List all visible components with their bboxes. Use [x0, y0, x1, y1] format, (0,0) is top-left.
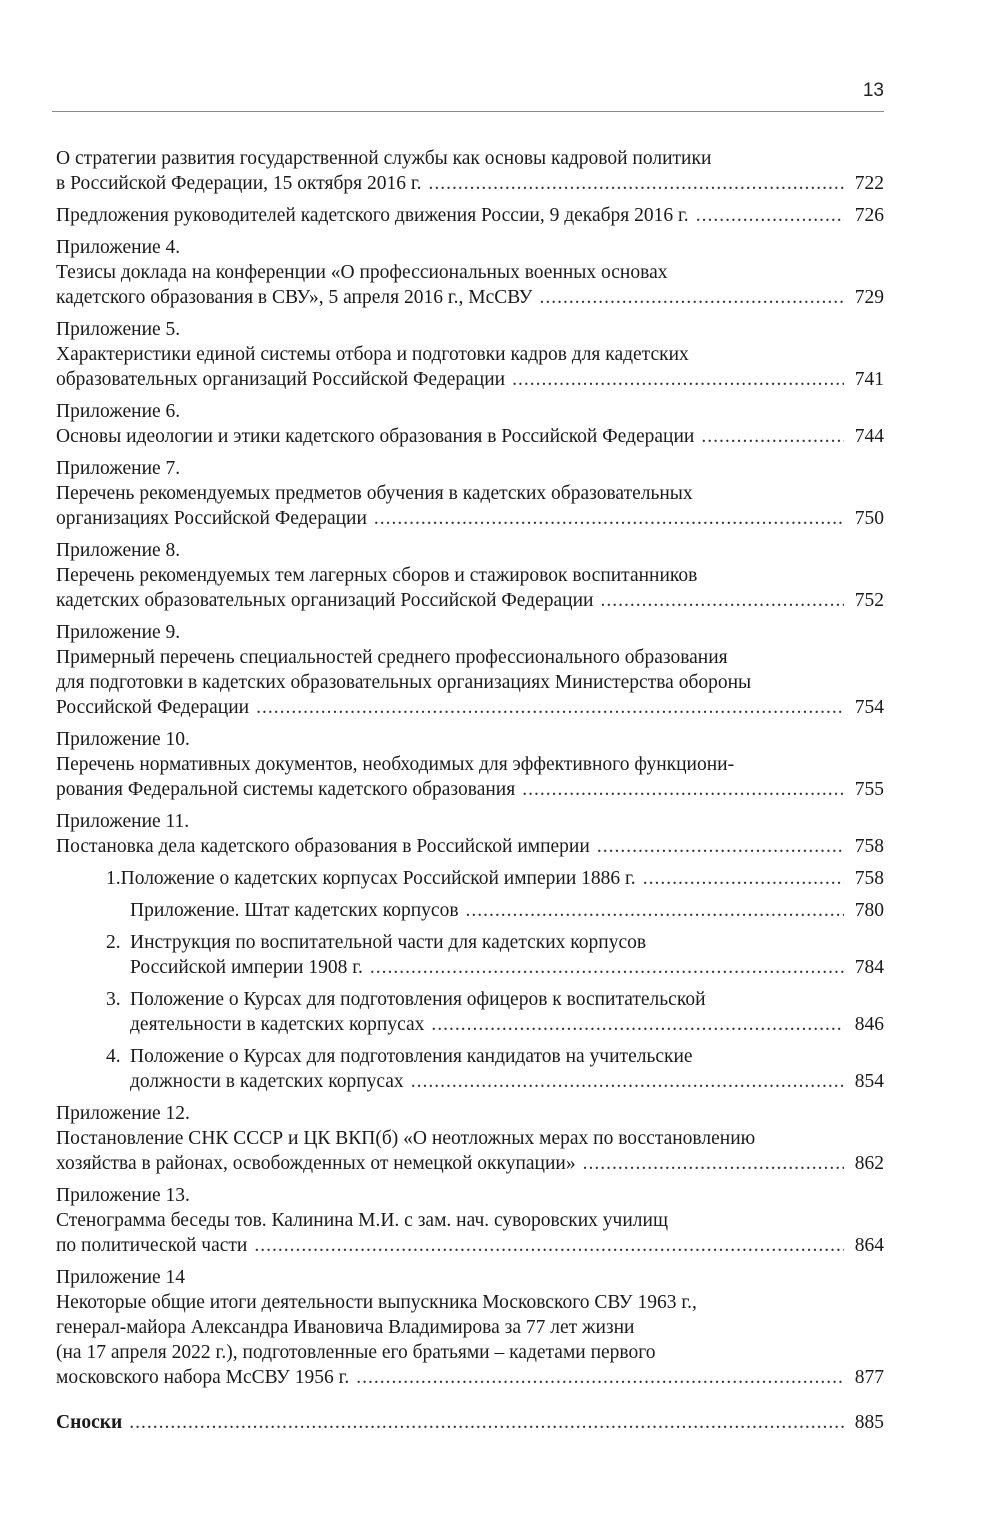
toc-entry-text: для подготовки в кадетских образовательных организациях Министерства обороны [56, 672, 752, 693]
toc-entry-text: Перечень рекомендуемых предметов обучения в кадетских образовательных [56, 483, 693, 504]
toc-entry-last-line [56, 506, 884, 531]
toc-entry[interactable] [56, 146, 884, 196]
toc-entry-text: Приложение 9. [56, 622, 181, 643]
toc-entry-text: Положение о кадетских корпусах Российской империи 1886 г. [120, 868, 636, 889]
toc-entry-page: 755 [854, 779, 884, 800]
dot-leader [254, 1233, 844, 1258]
toc-entry-text: Российской империи 1908 г. [130, 957, 363, 978]
toc-entry-text: Перечень рекомендуемых тем лагерных сборов и стажировок воспитанников [56, 565, 698, 586]
dot-leader [597, 834, 844, 859]
toc-entry-number: 4. [106, 1046, 121, 1067]
dot-leader [643, 866, 844, 891]
toc-entry-text: Приложение 4. [56, 237, 181, 258]
toc-subentry[interactable] [106, 930, 884, 980]
toc-entry-text: Приложение 5. [56, 319, 181, 340]
toc-entry-last-line [56, 777, 884, 802]
toc-entry-line [106, 930, 884, 955]
toc-entry-line [106, 1044, 884, 1069]
dot-leader [540, 285, 845, 310]
toc-entry-last-line [130, 1069, 884, 1094]
toc-entry-text: Основы идеологии и этики кадетского образования в Российской Федерации [56, 426, 695, 447]
toc-entry-text: организациях Российской Федерации [56, 508, 367, 529]
toc-entry-text: Приложение 7. [56, 458, 181, 479]
footnotes-page: 885 [854, 1412, 884, 1433]
toc-entry-last-line [56, 1233, 884, 1258]
toc-entry-line [56, 456, 884, 481]
dot-leader [522, 777, 844, 802]
toc-entry-line [56, 1101, 884, 1126]
toc-entry-text: деятельности в кадетских корпусах [130, 1014, 425, 1035]
dot-leader [411, 1069, 844, 1094]
toc-entry-text: кадетского образования в СВУ», 5 апреля 2016 г., МсСВУ [56, 287, 533, 308]
table-of-contents [56, 146, 884, 1442]
toc-entry-text: Инструкция по воспитательной части для кадетских корпусов [130, 932, 647, 953]
toc-subentry[interactable] [106, 866, 884, 891]
toc-group-appendices [56, 1101, 884, 1390]
toc-entry-line [56, 727, 884, 752]
toc-entry-line [56, 399, 884, 424]
page-number: 13 [862, 80, 884, 101]
toc-entry-last-line [106, 866, 884, 891]
toc-entry-line [56, 563, 884, 588]
dot-leader [583, 1151, 844, 1176]
toc-entry-last-line [56, 424, 884, 449]
dot-leader [374, 506, 844, 531]
toc-entry-text: по политической части [56, 1235, 248, 1256]
toc-entry-line [56, 809, 884, 834]
toc-entry[interactable] [56, 1183, 884, 1258]
toc-entry-last-line [56, 203, 884, 228]
toc-entry-text: должности в кадетских корпусах [130, 1071, 404, 1092]
toc-entry-text: Приложение 14 [56, 1267, 186, 1288]
toc-entry-line [56, 260, 884, 285]
toc-group-main [56, 146, 884, 859]
toc-entry-text: рования Федеральной системы кадетского образования [56, 779, 516, 800]
toc-entry-page: 780 [854, 900, 884, 921]
dot-leader [431, 1012, 844, 1037]
toc-entry-line [56, 670, 884, 695]
toc-entry-text: Приложение 11. [56, 811, 190, 832]
toc-entry-last-line [56, 695, 884, 720]
toc-subentry[interactable] [106, 1044, 884, 1094]
toc-entry-line [56, 342, 884, 367]
toc-entry-text: Тезисы доклада на конференции «О профессиональных военных основах [56, 262, 668, 283]
toc-entry-line [56, 1208, 884, 1233]
toc-entry[interactable] [56, 538, 884, 613]
toc-entry-text: Приложение 12. [56, 1103, 190, 1124]
toc-entry-page: 784 [854, 957, 884, 978]
toc-entry-text: Положение о Курсах для подготовления кандидатов на учительские [130, 1046, 693, 1067]
toc-entry-line [56, 481, 884, 506]
toc-entry-line [56, 1315, 884, 1340]
toc-entry-number: 1. [106, 868, 121, 889]
toc-entry-last-line [56, 285, 884, 310]
toc-entry-text: Приложение. Штат кадетских корпусов [130, 900, 459, 921]
header-rule [52, 111, 884, 112]
toc-entry-text: Положение о Курсах для подготовления офицеров к воспитательской [130, 989, 706, 1010]
toc-entry-line [56, 146, 884, 171]
toc-entry-page: 752 [854, 590, 884, 611]
toc-entry[interactable] [56, 1265, 884, 1390]
toc-entry-line [56, 1340, 884, 1365]
toc-entry-last-line [56, 171, 884, 196]
toc-entry-footnotes[interactable] [56, 1410, 884, 1435]
toc-entry[interactable] [56, 727, 884, 802]
toc-entry[interactable] [56, 203, 884, 228]
dot-leader [512, 367, 844, 392]
footnotes-title: Сноски [56, 1412, 123, 1433]
dot-leader [701, 424, 844, 449]
toc-entry[interactable] [56, 317, 884, 392]
toc-entry-last-line [130, 955, 884, 980]
toc-entry[interactable] [56, 456, 884, 531]
toc-entry[interactable] [56, 399, 884, 449]
toc-entry-text: Российской Федерации [56, 697, 250, 718]
toc-entry-page: 864 [854, 1235, 884, 1256]
toc-entry[interactable] [56, 235, 884, 310]
dot-leader [600, 588, 844, 613]
toc-entry-line [56, 620, 884, 645]
toc-entry-text: в Российской Федерации, 15 октября 2016 г. [56, 173, 422, 194]
toc-entry-line [56, 235, 884, 260]
toc-entry-text: Приложение 10. [56, 729, 190, 750]
toc-entry-last-line [56, 367, 884, 392]
toc-entry[interactable] [56, 809, 884, 859]
toc-subentry[interactable] [106, 987, 884, 1037]
toc-entry-text: Постановка дела кадетского образования в Российской империи [56, 836, 590, 857]
toc-entry-last-line [56, 1151, 884, 1176]
toc-entry-page: 754 [854, 697, 884, 718]
toc-entry-line [56, 1126, 884, 1151]
toc-entry-line [106, 987, 884, 1012]
toc-entry-text: Примерный перечень специальностей среднего профессионального образования [56, 647, 728, 668]
toc-entry-page: 741 [854, 369, 884, 390]
toc-entry-page: 729 [854, 287, 884, 308]
toc-entry-text: Некоторые общие итоги деятельности выпускника Московского СВУ 1963 г., [56, 1292, 697, 1313]
toc-entry-text: Приложение 6. [56, 401, 181, 422]
toc-entry-last-line [56, 588, 884, 613]
toc-entry-text: Постановление СНК СССР и ЦК ВКП(б) «О неотложных мерах по восстановлению [56, 1128, 756, 1149]
toc-entry-line [56, 1290, 884, 1315]
toc-entry-page: 758 [854, 836, 884, 857]
toc-entry-line [56, 1265, 884, 1290]
dot-leader [129, 1410, 844, 1435]
dot-leader [256, 695, 844, 720]
toc-entry-text: образовательных организаций Российской Федерации [56, 369, 506, 390]
toc-entry-number: 2. [106, 932, 121, 953]
toc-subentry[interactable] [130, 898, 884, 923]
toc-entry-page: 877 [854, 1367, 884, 1388]
toc-entry-last-line [56, 834, 884, 859]
toc-entry-page: 750 [854, 508, 884, 529]
toc-group-subsections [56, 866, 884, 1094]
toc-entry-text: московского набора МсСВУ 1956 г. [56, 1367, 350, 1388]
toc-entry-page: 854 [854, 1071, 884, 1092]
toc-entry-last-line [56, 1365, 884, 1390]
toc-entry-text: Перечень нормативных документов, необходимых для эффективного функциони- [56, 754, 735, 775]
toc-entry-text: О стратегии развития государственной службы как основы кадровой политики [56, 148, 712, 169]
dot-leader [429, 171, 844, 196]
dot-leader [696, 203, 844, 228]
toc-entry-text: Предложения руководителей кадетского движения России, 9 декабря 2016 г. [56, 205, 689, 226]
dot-leader [356, 1365, 844, 1390]
toc-entry-text: Характеристики единой системы отбора и подготовки кадров для кадетских [56, 344, 689, 365]
toc-entry-page: 862 [854, 1153, 884, 1174]
toc-entry-page: 758 [854, 868, 884, 889]
toc-entry-line [56, 1183, 884, 1208]
toc-entry[interactable] [56, 1101, 884, 1176]
toc-entry-line [56, 317, 884, 342]
toc-entry-page: 722 [854, 173, 884, 194]
toc-entry-last-line [130, 1012, 884, 1037]
toc-entry-page: 744 [854, 426, 884, 447]
toc-entry-page: 726 [854, 205, 884, 226]
toc-entry[interactable] [56, 620, 884, 720]
toc-entry-text: генерал-майора Александра Ивановича Владимирова за 77 лет жизни [56, 1317, 635, 1338]
toc-entry-line [56, 752, 884, 777]
toc-entry-text: кадетских образовательных организаций Российской Федерации [56, 590, 594, 611]
toc-entry-last-line [130, 898, 884, 923]
toc-entry-text: Стенограмма беседы тов. Калинина М.И. с зам. нач. суворовских училищ [56, 1210, 668, 1231]
dot-leader [370, 955, 844, 980]
toc-entry-line [56, 645, 884, 670]
toc-entry-page: 846 [854, 1014, 884, 1035]
toc-entry-number: 3. [106, 989, 121, 1010]
toc-entry-line [56, 538, 884, 563]
toc-entry-text: хозяйства в районах, освобожденных от немецкой оккупации» [56, 1153, 576, 1174]
toc-entry-text: Приложение 13. [56, 1185, 190, 1206]
dot-leader [466, 898, 844, 923]
toc-entry-text: (на 17 апреля 2022 г.), подготовленные его братьями – кадетами первого [56, 1342, 656, 1363]
toc-entry-text: Приложение 8. [56, 540, 181, 561]
